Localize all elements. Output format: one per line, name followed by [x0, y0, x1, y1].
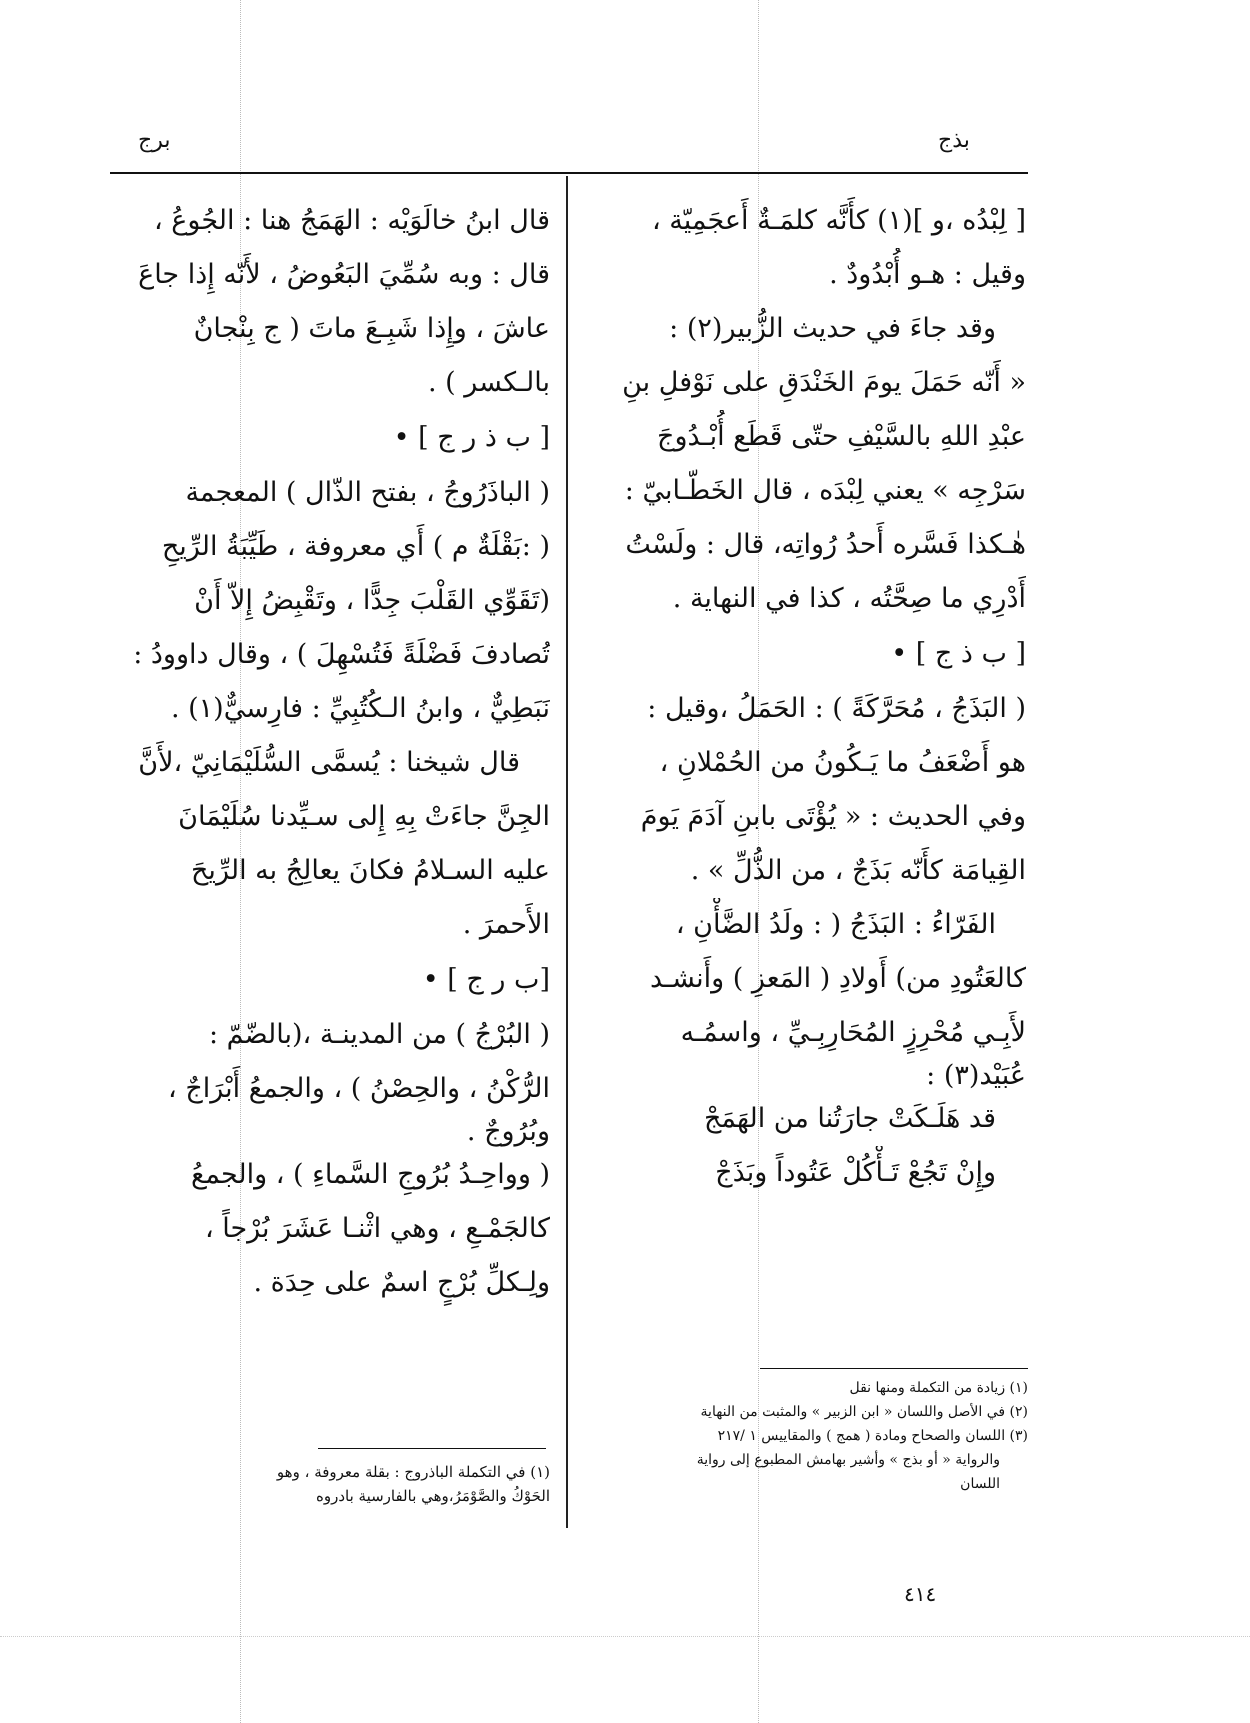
text-line: عُبَيْد(٣) :	[926, 1060, 1026, 1091]
scan-artifact-line	[0, 1636, 1250, 1638]
text-line: قال ابنُ خالَوَيْه : الهَمَجُ هنا : الجُوعُ ،	[153, 205, 550, 236]
page-number: ٤١٤	[904, 1582, 937, 1606]
text-line: ولِـكلِّ بُرْجٍ اسمٌ على حِدَة .	[253, 1267, 550, 1298]
text-line: « أَنّه حَمَلَ يومَ الخَنْدَقِ على نَوْفلِ بنِ	[622, 367, 1026, 398]
text-line: كالعَتُودِ من) أَولادِ ( المَعزِ ) وأَنشـد	[649, 963, 1026, 994]
footnote-line: الحَوْكُ والصَّوْمَرُ،وهي بالفارسية بادروه	[315, 1487, 550, 1505]
text-line: بالـكسر ) .	[427, 367, 550, 398]
text-line: هو أَضْعَفُ ما يَـكُونُ من الحُمْلانِ ،	[659, 747, 1026, 778]
footnote-line: (١) زيادة من التكملة ومنها نقل	[849, 1380, 1028, 1396]
text-line: [ لِبْدُه ،و ](١) كأَنَّه كلمَـةٌ أَعجَمِيّة ،	[651, 205, 1026, 236]
text-line: الرُّكْنُ ، والحِصْنُ ) ، والجمعُ أَبْرَاجٌ ،	[168, 1073, 550, 1104]
text-line: عليه السـلامُ فكانَ يعالِجُ به الرِّيحَ	[191, 855, 550, 886]
text-line: كالجَمْـعِ ، وهي اثْنـا عَشَرَ بُرْجاً ،	[204, 1213, 550, 1244]
text-line: الأَحمرَ .	[462, 909, 550, 940]
footnote-line: (٣) اللسان والصحاح ومادة ( همج ) والمقاييس ١ /٢١٧	[717, 1428, 1028, 1444]
entry-heading: [ب ر ج ] •	[422, 964, 550, 995]
text-line: (تَقَوِّي القَلْبَ جِدًّا ، وتَقْبِضُ إِلاّ أَنْ	[194, 585, 550, 616]
text-line: ( الباذَرُوجُ ، بفتح الذّال ) المعجمة	[185, 477, 550, 508]
text-line: عبْدِ اللهِ بالسَّيْفِ حتّى قَطَع أُبْـدُوجَ	[657, 421, 1026, 452]
text-line: القِيامَة كأَنّه بَذَجٌ ، من الذُّلِّ » .	[690, 855, 1026, 886]
text-line: قال : وبه سُمِّيَ البَعُوضُ ، لأَنّه إِذا جاعَ	[138, 259, 550, 290]
text-line: عاشَ ، وإِذا شَبِـعَ ماتَ ( ج بِنْجانٌ	[193, 313, 550, 344]
footnote-line: والرواية « أو بذج » وأشير بهامش المطبوع إلى رواية	[696, 1452, 1000, 1468]
left-column	[110, 194, 550, 1310]
column-divider	[566, 176, 568, 1528]
text-line: وفي الحديث : « يُؤْتَى بابنِ آدَمَ يَومَ	[640, 801, 1026, 832]
text-line: وقيل : هـو أُبْدُودٌ .	[829, 259, 1026, 290]
footnote-rule	[318, 1448, 546, 1449]
text-line: ( :بَقْلَةٌ م ) أَي معروفة ، طَيِّبَةُ الرِّيحِ	[161, 531, 550, 562]
text-line: نَبَطِيٌّ ، وابنُ الـكُتُبِيِّ : فارِسيٌّ(١) .	[170, 693, 550, 724]
header-root-left: برج	[138, 128, 171, 153]
text-line: تُصادفَ فَضْلَةً فَتُسْهِلَ ) ، وقال داوودُ :	[133, 639, 550, 670]
text-line: سَرْجِه » يعني لِبْدَه ، قال الخَطّـابيّ :	[624, 475, 1026, 506]
text-line: ( وواحِـدُ بُرُوجِ السَّماءِ ) ، والجمعُ	[190, 1159, 550, 1190]
footnote-line: (١) في التكملة الباذروج : بقلة معروفة ، وهو	[276, 1463, 550, 1481]
text-line: أَدْرِي ما صِحَّتُه ، كذا في النهاية .	[672, 583, 1026, 614]
text-line: الجِنَّ جاءَتْ بِهِ إِلى سـيِّدنا سُلَيْمَانَ	[178, 801, 550, 832]
footnote-line: اللسان	[960, 1476, 1000, 1492]
verse-line: قد هَلَـكَتْ جارَتُنا من الهَمَجْ	[704, 1103, 996, 1134]
footnotes-right	[600, 1376, 1028, 1496]
footnote-line: (٢) في الأصل واللسان « ابن الزبير » والمثبت من النهاية	[700, 1404, 1028, 1420]
text-line: وقد جاءَ في حديث الزُّبير(٢) :	[669, 313, 996, 344]
verse-line: وإِنْ تَجُعْ تَـأْكُلْ عَتُوداً وبَذَجْ	[715, 1157, 996, 1188]
text-line: ( البَذَجُ ، مُحَرَّكَةً ) : الحَمَلُ ،وقيل :	[647, 693, 1026, 724]
footnote-rule	[760, 1368, 1028, 1369]
text-line: لأَبِـي مُحْرِزٍ المُحَارِبِـيِّ ، واسمُـه	[680, 1017, 1026, 1048]
entry-heading: [ ب ذ ج ] •	[891, 638, 1026, 669]
text-line: هٰـكذا فَسَّره أَحدُ رُواتِه، قال : ولَسْتُ	[625, 529, 1026, 560]
text-line: ( البُرْجُ ) من المدينـة ،(بالضّمّ :	[208, 1019, 550, 1050]
header-rule	[110, 172, 1028, 174]
footnotes-left	[110, 1460, 550, 1508]
entry-heading: [ ب ذ ر ج ] •	[393, 422, 550, 453]
text-line: الفَرّاءُ : البَذَجُ ( : ولَدُ الضَّأْنِ ،	[675, 909, 996, 940]
text-line: وبُرُوجٌ .	[466, 1116, 550, 1147]
text-line: قال شيخنا : يُسمَّى السُّلَيْمَانِيّ ،لأَنَّ	[138, 747, 520, 778]
header-root-right: بذج	[938, 128, 970, 153]
right-column	[578, 194, 1026, 1200]
